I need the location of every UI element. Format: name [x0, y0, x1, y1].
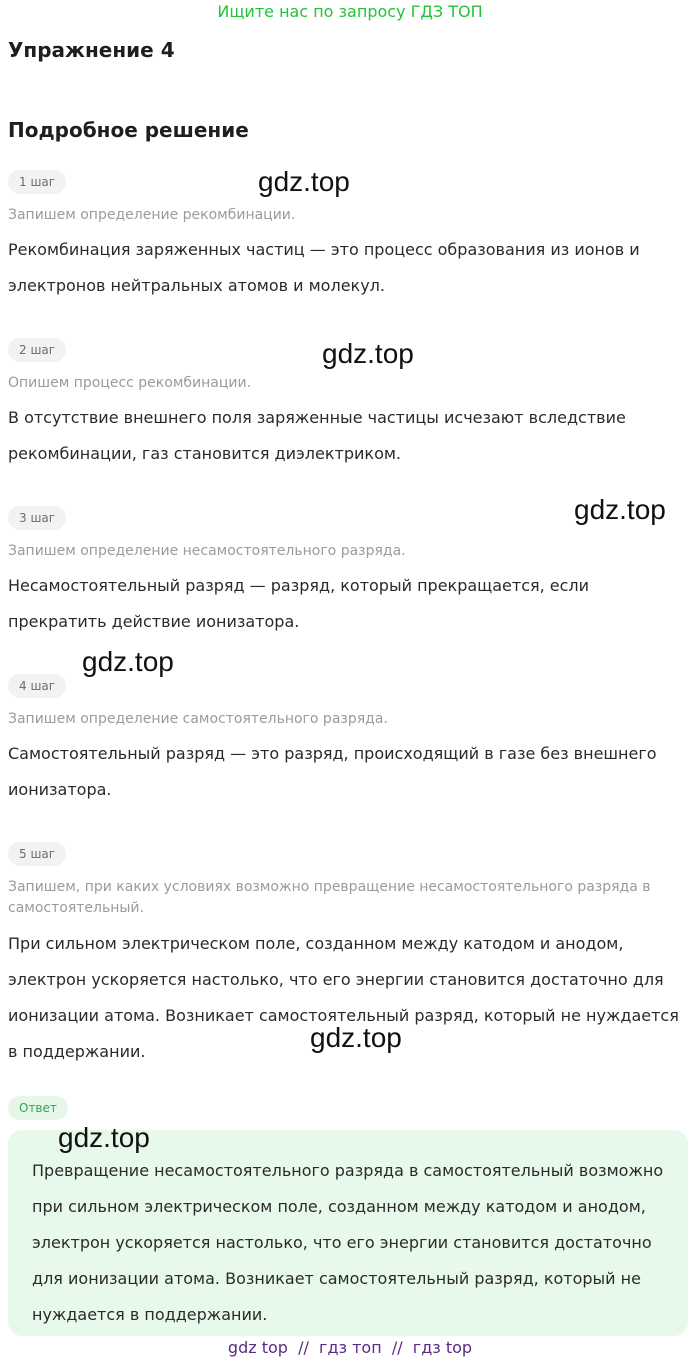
step-3-badge: 3 шаг: [8, 506, 66, 530]
watermark-3: gdz.top: [574, 494, 666, 525]
solution-title: Подробное решение: [8, 118, 249, 142]
step-5-badge: 5 шаг: [8, 842, 66, 866]
step-3-hint: Запишем определение несамостоятельного разряда.: [8, 543, 406, 559]
footer-links: gdz top // гдз топ // гдз top: [227, 1338, 473, 1357]
step-2-hint: Опишем процесс рекомбинации.: [8, 375, 252, 391]
step-5-hint: Запишем, при каких условиях возможно превращение несамостоятельного разряда в самостоятельный.: [8, 879, 651, 916]
answer-badge: Ответ: [8, 1096, 68, 1120]
step-4-text: Самостоятельный разряд — это разряд, происходящий в газе без внешнего ионизатора.: [8, 744, 657, 799]
step-2-badge: 2 шаг: [8, 338, 66, 362]
top-banner: Ищите нас по запросу ГДЗ ТОП: [217, 2, 483, 21]
step-3-text: Несамостоятельный разряд — разряд, который прекращается, если прекратить действие ионизатора.: [8, 576, 590, 631]
step-4-hint: Запишем определение самостоятельного разряда.: [8, 711, 388, 727]
step-2-text: В отсутствие внешнего поля заряженные частицы исчезают вследствие рекомбинации, газ становится диэлектриком.: [8, 408, 626, 463]
watermark-1: gdz.top: [258, 166, 350, 197]
step-1-hint: Запишем определение рекомбинации.: [8, 207, 296, 223]
watermark-4: gdz.top: [82, 646, 174, 677]
step-4-badge: 4 шаг: [8, 674, 66, 698]
watermark-5: gdz.top: [310, 1022, 402, 1053]
exercise-title: Упражнение 4: [8, 38, 175, 62]
step-5-text: При сильном электрическом поле, созданном между катодом и анодом, электрон ускоряется настолько, что его энергии становится достаточно для ионизации атома. Возникает самостоятельный разряд, который не нуждается в поддержании.: [8, 934, 679, 1061]
answer-text: Превращение несамостоятельного разряда в самостоятельный возможно при сильном электрическом поле, созданном между катодом и анодом, электрон ускоряется настолько, что его энергии становится достаточно для ионизации атома. Возникает самостоятельный разряд, который не нуждается в поддержании.: [32, 1161, 664, 1324]
step-1-text: Рекомбинация заряженных частиц — это процесс образования из ионов и электронов нейтральных атомов и молекул.: [8, 240, 640, 295]
step-1-badge: 1 шаг: [8, 170, 66, 194]
watermark-6: gdz.top: [58, 1122, 150, 1153]
watermark-2: gdz.top: [322, 338, 414, 369]
